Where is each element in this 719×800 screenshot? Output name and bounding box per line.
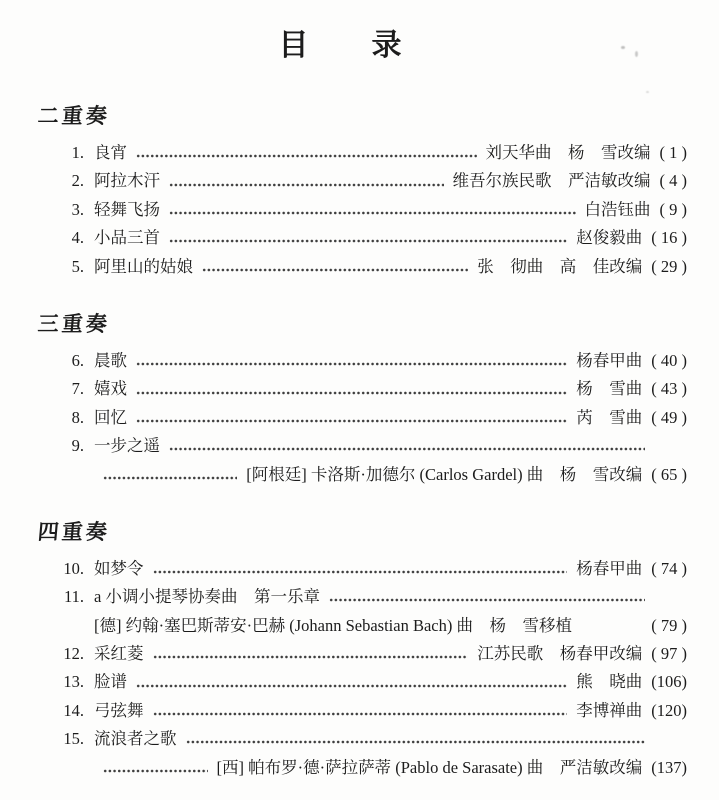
entry-title: 弓弦舞 xyxy=(94,700,144,720)
toc-entry xyxy=(38,404,687,432)
dot-leader xyxy=(169,206,576,220)
entry-number: 9. xyxy=(71,436,84,456)
dot-leader xyxy=(136,386,567,400)
dot-leader xyxy=(153,707,568,721)
page-title: 目 录 xyxy=(278,29,403,62)
entry-page: ( 9 ) xyxy=(659,199,687,219)
toc-entry xyxy=(38,347,687,375)
entry-number: 4. xyxy=(71,228,84,248)
dot-leader xyxy=(186,735,646,749)
toc-section xyxy=(38,516,687,782)
entry-title: 如梦令 xyxy=(94,558,144,578)
entry-page: ( 40 ) xyxy=(651,350,687,370)
entry-title: 一步之遥 xyxy=(94,436,160,456)
toc-sections xyxy=(38,100,687,782)
dot-leader xyxy=(153,565,568,579)
entry-attribution: 杨春甲曲 xyxy=(576,350,643,370)
dot-leader xyxy=(136,679,567,693)
toc-entry xyxy=(38,432,687,460)
entry-title: 采红菱 xyxy=(94,644,144,664)
dot-leader xyxy=(329,593,645,607)
entry-number: 14. xyxy=(63,700,84,720)
entry-page: ( 49 ) xyxy=(651,407,687,427)
entry-number: 5. xyxy=(71,256,84,276)
dot-leader xyxy=(169,178,444,192)
toc-section xyxy=(38,100,687,281)
dot-leader xyxy=(153,650,469,664)
scan-artifact xyxy=(621,46,625,49)
entry-page: ( 4 ) xyxy=(659,171,687,191)
dot-leader xyxy=(136,149,477,163)
toc-entry xyxy=(38,224,687,252)
entry-page: ( 16 ) xyxy=(651,228,687,248)
section-heading: 二重奏 xyxy=(36,104,111,128)
toc-entry-continuation xyxy=(94,754,687,782)
scan-artifact xyxy=(646,91,649,93)
toc-entry xyxy=(38,167,687,195)
entry-number: 8. xyxy=(71,407,84,427)
entry-attribution: 熊 晓曲 xyxy=(576,672,643,692)
entry-attribution: [西] 帕布罗·德·萨拉萨蒂 (Pablo de Sarasate) 曲 严洁敏改编 xyxy=(216,757,643,777)
entry-attribution: 杨春甲曲 xyxy=(576,558,643,578)
toc-entry xyxy=(38,555,687,583)
entry-number: 3. xyxy=(71,199,84,219)
section-heading-wrap xyxy=(38,516,687,546)
dot-leader xyxy=(136,357,567,371)
entry-number: 12. xyxy=(63,644,84,664)
entry-number: 1. xyxy=(71,143,84,162)
entry-number: 13. xyxy=(63,672,84,692)
entry-title: 良宵 xyxy=(94,143,127,162)
entry-page: ( 74 ) xyxy=(651,558,687,578)
dot-leader xyxy=(103,471,237,485)
entry-title: 嬉戏 xyxy=(94,379,127,399)
entry-title: 小品三首 xyxy=(94,228,160,248)
entry-attribution: 杨 雪曲 xyxy=(576,379,643,399)
dot-leader xyxy=(169,442,645,456)
toc-entry xyxy=(38,583,687,611)
section-heading: 三重奏 xyxy=(36,311,111,336)
section-heading-wrap xyxy=(38,308,687,338)
entry-number: 11. xyxy=(63,587,84,607)
entry-attribution: 江苏民歌 杨春甲改编 xyxy=(477,644,643,664)
entry-page: (137) xyxy=(651,757,687,777)
section-heading-wrap xyxy=(38,100,687,130)
entry-page: ( 79 ) xyxy=(651,615,687,635)
toc-entry xyxy=(38,253,687,281)
entry-number: 15. xyxy=(63,729,84,749)
entry-attribution: 张 彻曲 高 佳改编 xyxy=(477,256,643,276)
entry-attribution: 维吾尔族民歌 严洁敏改编 xyxy=(452,171,651,191)
entry-title: 流浪者之歌 xyxy=(94,729,177,749)
toc-entry xyxy=(38,375,687,403)
entry-page: ( 65 ) xyxy=(651,464,687,484)
entry-page: ( 97 ) xyxy=(651,644,687,664)
entry-attribution: 芮 雪曲 xyxy=(576,407,643,427)
toc-entry xyxy=(38,640,687,668)
toc-entry xyxy=(38,139,687,167)
entry-title: a 小调小提琴协奏曲 第一乐章 xyxy=(94,587,320,607)
entry-attribution: 李博禅曲 xyxy=(576,700,643,720)
entry-title: 阿拉木汗 xyxy=(94,171,160,191)
dot-leader xyxy=(103,764,208,778)
entry-number: 2. xyxy=(71,171,84,191)
entry-title: 轻舞飞扬 xyxy=(94,199,160,219)
entry-number: 10. xyxy=(63,558,84,578)
entry-title: 回忆 xyxy=(94,407,127,427)
entry-number: 7. xyxy=(71,379,84,399)
scan-artifact xyxy=(635,51,638,57)
entry-page: (120) xyxy=(651,700,687,720)
entry-page: ( 29 ) xyxy=(651,256,687,276)
dot-leader xyxy=(136,414,567,428)
toc-section xyxy=(38,308,687,489)
toc-entry-continuation xyxy=(94,461,687,489)
toc-entry xyxy=(38,668,687,696)
entry-number: 6. xyxy=(71,350,84,370)
entry-page: (106) xyxy=(651,672,687,692)
entry-attribution: 赵俊毅曲 xyxy=(576,228,643,248)
dot-leader xyxy=(202,263,468,277)
entry-title: 脸谱 xyxy=(94,672,127,692)
entry-attribution: 白浩钰曲 xyxy=(584,199,651,219)
entry-attribution: [阿根廷] 卡洛斯·加德尔 (Carlos Gardel) 曲 杨 雪改编 xyxy=(246,464,643,484)
toc-entry-continuation xyxy=(94,612,687,640)
entry-attribution: 刘天华曲 杨 雪改编 xyxy=(485,143,651,162)
entry-page: ( 43 ) xyxy=(651,379,687,399)
entry-attribution: [德] 约翰·塞巴斯蒂安·巴赫 (Johann Sebastian Bach) 曲 杨 雪移植 xyxy=(94,615,572,635)
dot-leader xyxy=(169,234,567,248)
toc-entry xyxy=(38,697,687,725)
toc-entry xyxy=(38,196,687,224)
toc-entry xyxy=(38,725,687,753)
entry-title: 晨歌 xyxy=(94,350,127,370)
section-heading: 四重奏 xyxy=(36,519,111,544)
entry-title: 阿里山的姑娘 xyxy=(94,256,193,276)
entry-page: ( 1 ) xyxy=(659,143,687,162)
